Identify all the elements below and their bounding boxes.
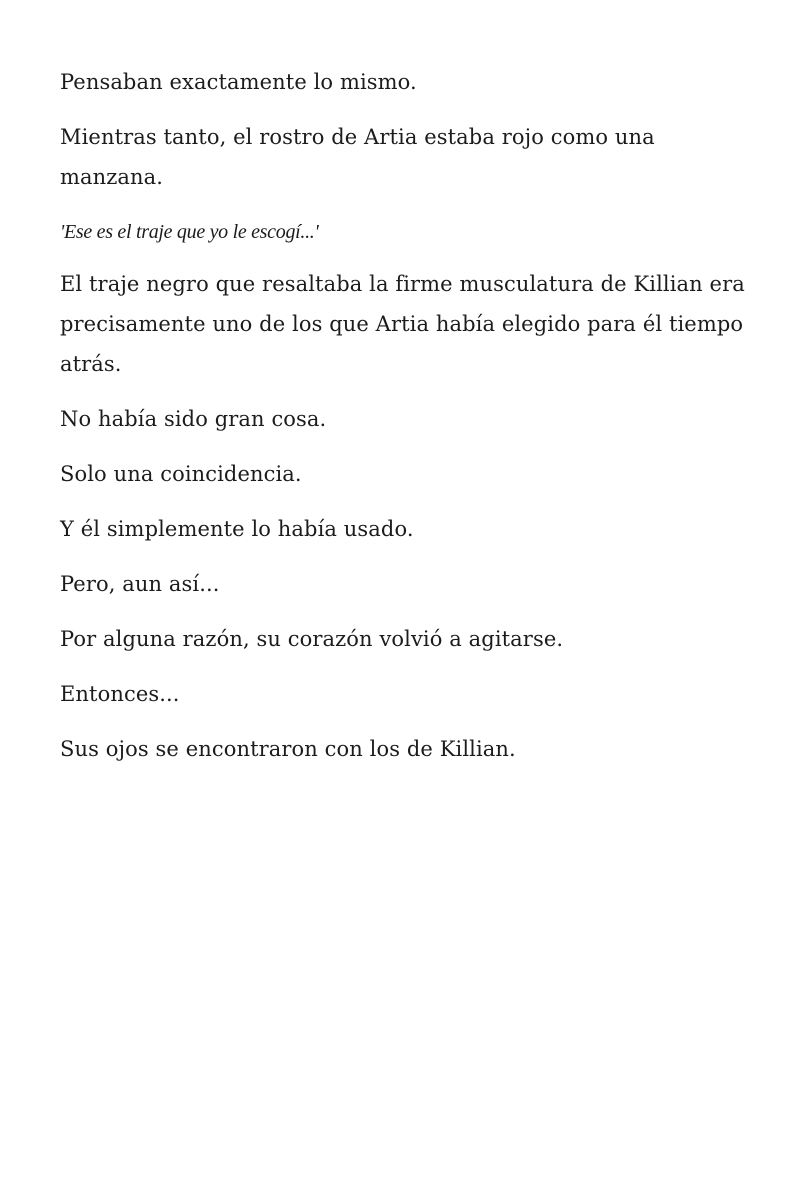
paragraph: Por alguna razón, su corazón volvió a agitarse. [60, 627, 564, 651]
paragraph: Sus ojos se encontraron con los de Killian. [60, 737, 516, 761]
paragraph: Pero, aun así... [60, 572, 220, 596]
paragraph: No había sido gran cosa. [60, 407, 327, 431]
paragraph: Entonces... [60, 682, 180, 706]
paragraph: Pensaban exactamente lo mismo. [60, 70, 417, 94]
paragraph: Mientras tanto, el rostro de Artia estaba rojo como una manzana. [60, 125, 655, 189]
inner-thought: 'Ese es el traje que yo le escogí...' [60, 221, 319, 243]
paragraph: El traje negro que resaltaba la firme musculatura de Killian era precisamente uno de los que Artia había elegido para él tiempo atrás. [60, 272, 745, 376]
document-page [60, 62, 750, 784]
paragraph: Solo una coincidencia. [60, 462, 302, 486]
paragraph: Y él simplemente lo había usado. [60, 517, 414, 541]
